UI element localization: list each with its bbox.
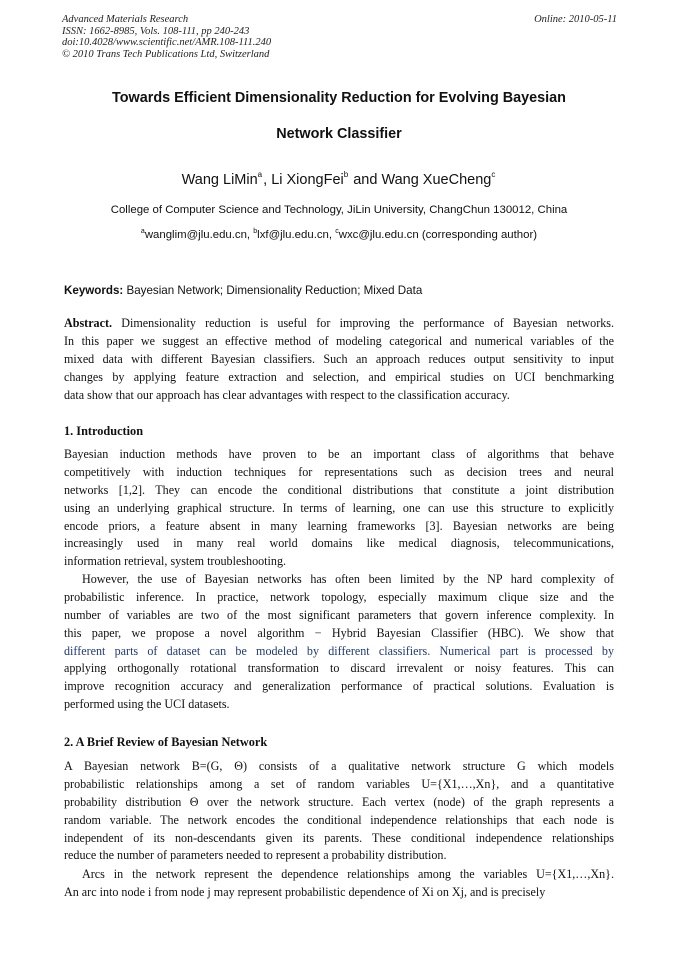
- text-line: However, the use of Bayesian networks has often been limited by the NP hard complexity of: [82, 572, 614, 586]
- author-affiliation-mark: a: [257, 170, 263, 179]
- text-line: performed using the UCI datasets.: [64, 697, 230, 712]
- text-line: reduce the number of parameters needed to represent a probability distribution.: [64, 848, 447, 863]
- email-address: wanglim@jlu.edu.cn,: [144, 229, 254, 241]
- online-date: Online: 2010-05-11: [534, 14, 617, 25]
- paper-title-line-1: Towards Efficient Dimensionality Reduction for Evolving Bayesian: [112, 90, 566, 106]
- section-heading-introduction: 1. Introduction: [64, 424, 144, 438]
- author-separator: ,: [263, 172, 272, 188]
- abstract-label: Abstract.: [64, 316, 113, 330]
- email-address: wxc@jlu.edu.cn (corresponding author): [338, 229, 538, 241]
- abstract-line: data show that our approach has clear advantages with respect to the classification accuracy.: [64, 387, 510, 402]
- review-paragraph-2: [64, 866, 614, 902]
- keywords: [64, 284, 422, 297]
- email-mark: c: [335, 228, 339, 235]
- text-line: applying orthogonally rotational transformation to discard irrevalent or noisy features. This can: [64, 661, 614, 676]
- text-line: information retrieval, system troubleshooting.: [64, 554, 287, 569]
- abstract-line: changes by applying feature extraction and selection, and empirical studies on UCI benchmarking: [64, 369, 614, 384]
- copyright-line: © 2010 Trans Tech Publications Ltd, Switzerland: [62, 48, 270, 60]
- text-line: Arcs in the network represent the dependence relationships among the variables U={X1,…,Xn}.: [82, 867, 614, 881]
- author-affiliation-mark: b: [343, 170, 349, 179]
- text-line: A Bayesian network B=(G, Θ) consists of a qualitative network structure G which models: [64, 759, 614, 773]
- text-line: probabilistic relationships among a set of random variables U={X1,…,Xn}, and a quantitative: [64, 776, 614, 791]
- author-list: [40, 170, 638, 188]
- author-name: Wang LiMin: [181, 172, 258, 188]
- text-line: different parts of dataset can be modeled by different classifiers. Numerical part is processed by: [64, 643, 614, 658]
- keywords-label: Keywords:: [64, 284, 124, 297]
- text-line: improve recognition accuracy and generalization performance of practical solutions. Evaluation is: [64, 679, 614, 694]
- paper-title-line-2: Network Classifier: [276, 126, 402, 142]
- author-name: Li XiongFei: [271, 172, 344, 188]
- section-heading-review: 2. A Brief Review of Bayesian Network: [64, 735, 268, 749]
- keywords-text: Bayesian Network; Dimensionality Reduction; Mixed Data: [123, 284, 423, 297]
- text-line: probability distribution Θ over the network structure. Each vertex (node) of the graph represents a: [64, 794, 614, 809]
- author-separator: and: [349, 172, 382, 188]
- text-line: Bayesian induction methods have proven to be an important class of algorithms that behave: [64, 447, 614, 461]
- text-line: this paper, we propose a novel algorithm − Hybrid Bayesian Classifier (HBC). We show that: [64, 625, 614, 640]
- author-affiliation-mark: c: [491, 170, 496, 179]
- text-line: probabilistic inference. In practice, network topology, especially maximum clique size and the: [64, 589, 614, 604]
- text-line: competitively with induction techniques for representations such as decision trees and neural: [64, 464, 614, 479]
- doi-line: doi:10.4028/www.scientific.net/AMR.108-111.240: [62, 37, 272, 48]
- email-address: lxf@jlu.edu.cn,: [257, 229, 336, 241]
- journal-name: Advanced Materials Research: [62, 14, 189, 25]
- text-line: increasingly used in many real world domains like medical diagnosis, telecommunications,: [64, 536, 614, 551]
- author-name: Wang XueCheng: [381, 172, 492, 188]
- text-line: random variable. The network encodes the conditional independence relationships that each node is: [64, 812, 614, 827]
- email-mark: a: [140, 228, 145, 235]
- intro-paragraph-2: [64, 571, 614, 714]
- email-mark: b: [253, 228, 258, 235]
- review-paragraph-1: [64, 758, 614, 865]
- text-line: independent of its non-descendants given its parents. These conditional independence relationships: [64, 830, 614, 845]
- email-list: [40, 228, 638, 241]
- text-line: networks [1,2]. They can encode the conditional distributions that constitute a joint distribution: [64, 482, 614, 497]
- journal-header: [62, 14, 617, 60]
- text-line: using an underlying graphical structure. In terms of learning, one can use this structure to explicitly: [64, 500, 614, 515]
- abstract: [64, 315, 614, 404]
- text-line: encode priors, a feature absent in many learning frameworks [3]. Bayesian networks are being: [64, 518, 614, 533]
- affiliation: College of Computer Science and Technology, JiLin University, ChangChun 130012, China: [110, 204, 568, 216]
- intro-paragraph-1: [64, 446, 614, 571]
- abstract-line: mixed data with different Bayesian classifiers. Such an approach reduces output sensitivity to input: [64, 351, 614, 366]
- issn-line: ISSN: 1662-8985, Vols. 108-111, pp 240-243: [62, 25, 250, 37]
- text-line: An arc into node i from node j may represent probabilistic dependence of Xi on Xj, and is precisely: [64, 884, 546, 899]
- text-line: number of variables are two of the most significant parameters that govern inference complexity. In: [64, 607, 614, 622]
- abstract-line: Dimensionality reduction is useful for improving the performance of Bayesian networks.: [112, 316, 614, 330]
- abstract-line: In this paper we suggest an effective method of modeling categorical and numerical variables of the: [64, 333, 614, 348]
